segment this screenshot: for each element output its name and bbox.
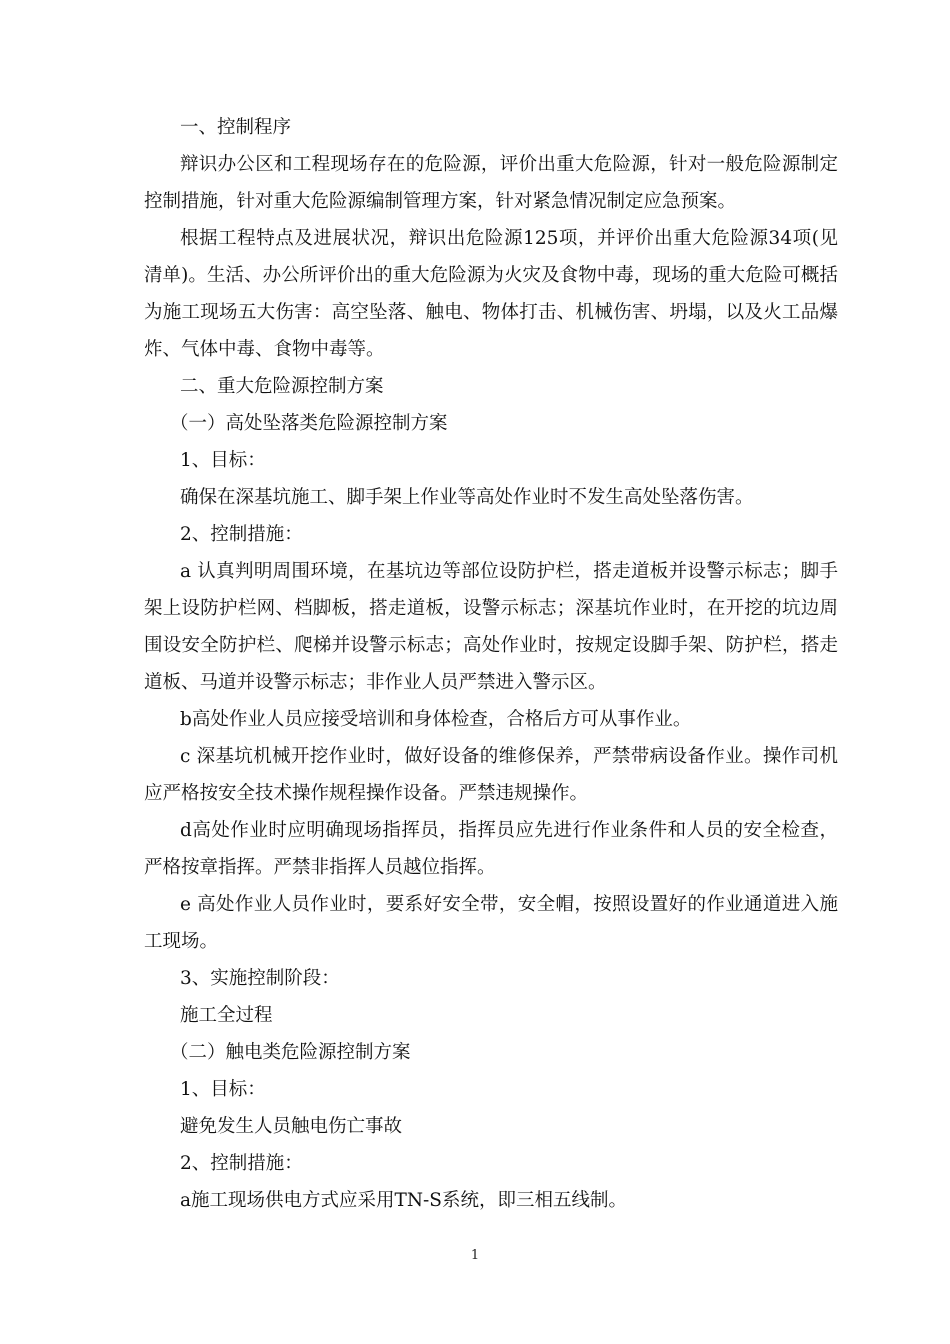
paragraph: c 深基坑机械开挖作业时，做好设备的维修保养，严禁带病设备作业。操作司机应严格按安全技术操作规程操作设备。严禁违规操作。 [144,746,838,804]
paragraph: a 认真判明周围环境，在基坑边等部位设防护栏，搭走道板并设警示标志；脚手架上设防护栏网、档脚板，搭走道板，设警示标志；深基坑作业时，在开挖的坑边周围设安全防护栏、爬梯并设警示标志；高处作业时，按规定设脚手架、防护栏，搭走道板、马道并设警示标志；非作业人员严禁进入警示区。 [144,561,838,693]
item-heading: 2、控制措施： [180,524,303,545]
page-number: 1 [470,1248,480,1263]
paragraph: 根据工程特点及进展状况，辩识出危险源125项，并评价出重大危险源34项(见清单)。生活、办公所评价出的重大危险源为火灾及食物中毒，现场的重大危险可概括为施工现场五大伤害：高空坠落、触电、物体打击、机械伤害、坍塌，以及火工品爆炸、气体中毒、食物中毒等。 [144,228,838,360]
paragraph: a施工现场供电方式应采用TN-S系统，即三相五线制。 [180,1190,627,1211]
subheading-electric-hazard: （二）触电类危险源控制方案 [170,1042,411,1063]
paragraph: e 高处作业人员作业时，要系好安全带，安全帽，按照设置好的作业通道进入施工现场。 [144,894,838,952]
document-body [144,109,838,1219]
paragraph: 避免发生人员触电伤亡事故 [180,1116,403,1137]
item-heading: 1、目标： [180,450,266,471]
paragraph: 辩识办公区和工程现场存在的危险源，评价出重大危险源，针对一般危险源制定控制措施，针对重大危险源编制管理方案，针对紧急情况制定应急预案。 [144,154,838,212]
item-heading: 3、实施控制阶段： [180,968,340,989]
paragraph: b高处作业人员应接受培训和身体检查，合格后方可从事作业。 [180,709,692,730]
heading-major-hazard-plan: 二、重大危险源控制方案 [180,376,384,397]
item-heading: 2、控制措施： [180,1153,303,1174]
paragraph: d高处作业时应明确现场指挥员，指挥员应先进行作业条件和人员的安全检查，严格按章指挥。严禁非指挥人员越位指挥。 [144,820,838,878]
heading-control-procedure: 一、控制程序 [180,117,292,138]
paragraph: 确保在深基坑施工、脚手架上作业等高处作业时不发生高处坠落伤害。 [180,487,754,508]
item-heading: 1、目标： [180,1079,266,1100]
paragraph: 施工全过程 [180,1005,273,1026]
subheading-fall-hazard: （一）高处坠落类危险源控制方案 [170,413,448,434]
